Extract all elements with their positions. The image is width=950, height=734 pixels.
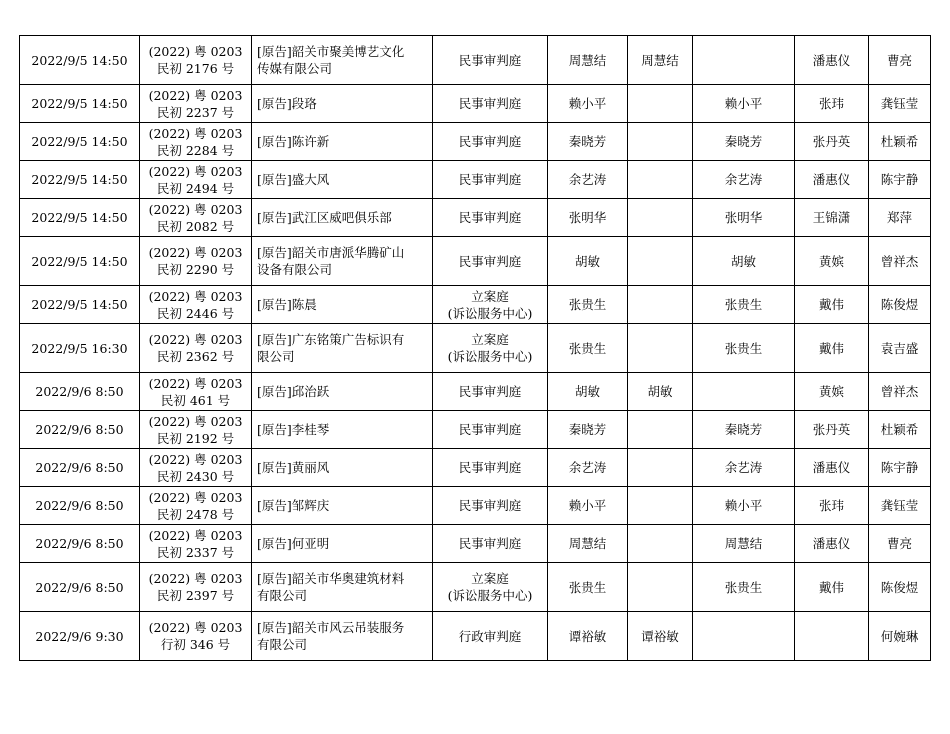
presiding-judge-cell-text: 张明华 [568, 210, 607, 225]
judge-cell-b [693, 411, 795, 449]
case-number-cell-line: (2022) 粤 0203 [148, 451, 243, 467]
party-cell [252, 123, 433, 161]
judge-cell-b-text: 余艺涛 [724, 460, 763, 475]
presiding-judge-cell [548, 525, 628, 563]
table-row [20, 487, 931, 525]
judge-cell-b [693, 487, 795, 525]
assistant-cell-text: 张丹英 [812, 422, 851, 437]
case-number-cell-line: (2022) 粤 0203 [148, 163, 243, 179]
assistant-cell [795, 525, 869, 563]
case-number-cell [140, 123, 252, 161]
case-number-cell-line: 民初 2290 号 [156, 262, 235, 277]
assistant-cell [795, 324, 869, 373]
hearing-time-cell [20, 525, 140, 563]
case-number-cell-line: 民初 2430 号 [156, 468, 235, 484]
tribunal-cell-line: 民事审判庭 [458, 253, 522, 269]
case-number-cell-line: 民初 2176 号 [156, 61, 235, 76]
hearing-time-cell [20, 36, 140, 85]
party-cell-line: 有限公司 [257, 637, 308, 652]
judge-cell-a [628, 373, 693, 411]
hearing-time-cell [20, 563, 140, 612]
judge-cell-a [628, 199, 693, 237]
case-number-cell-line: 民初 2397 号 [156, 588, 235, 603]
hearing-time-cell [20, 373, 140, 411]
tribunal-cell-line: 行政审判庭 [458, 628, 522, 644]
assistant-cell [795, 85, 869, 123]
hearing-time-cell-text: 2022/9/5 14:50 [31, 297, 128, 312]
case-number-cell [140, 85, 252, 123]
tribunal-cell [433, 449, 548, 487]
tribunal-cell-line: 民事审判庭 [458, 498, 522, 513]
hearing-time-cell-text: 2022/9/6 8:50 [35, 536, 124, 551]
judge-cell-b [693, 449, 795, 487]
hearing-time-cell-text: 2022/9/5 14:50 [31, 96, 128, 111]
judge-cell-b [693, 525, 795, 563]
presiding-judge-cell [548, 199, 628, 237]
tribunal-cell [433, 373, 548, 411]
case-number-cell-line: (2022) 粤 0203 [148, 489, 243, 505]
assistant-cell [795, 36, 869, 85]
hearing-time-cell [20, 487, 140, 525]
presiding-judge-cell [548, 612, 628, 661]
judge-cell-a [628, 324, 693, 373]
presiding-judge-cell-text: 张贵生 [568, 297, 607, 312]
judge-cell-b [693, 161, 795, 199]
presiding-judge-cell [548, 85, 628, 123]
party-cell-line: 有限公司 [257, 588, 308, 603]
clerk-cell-text: 陈宇静 [880, 172, 919, 187]
tribunal-cell [433, 411, 548, 449]
tribunal-cell-line: 民事审判庭 [458, 96, 522, 111]
hearing-time-cell [20, 237, 140, 286]
judge-cell-b [693, 85, 795, 123]
case-number-cell-line: (2022) 粤 0203 [148, 44, 243, 59]
case-number-cell-line: (2022) 粤 0203 [148, 288, 243, 304]
presiding-judge-cell [548, 449, 628, 487]
clerk-cell-text: 陈俊煜 [880, 297, 919, 312]
judge-cell-b [693, 373, 795, 411]
case-number-cell [140, 612, 252, 661]
party-cell [252, 237, 433, 286]
tribunal-cell [433, 612, 548, 661]
clerk-cell-text: 曹亮 [886, 52, 912, 68]
hearing-time-cell-text: 2022/9/6 8:50 [35, 460, 124, 475]
hearing-time-cell-text: 2022/9/6 8:50 [35, 422, 124, 437]
table-row [20, 612, 931, 661]
clerk-cell [869, 85, 931, 123]
judge-cell-b-text: 赖小平 [724, 96, 763, 111]
assistant-cell-text: 戴伟 [818, 579, 844, 595]
case-number-cell-line: (2022) 粤 0203 [148, 375, 243, 391]
case-number-cell [140, 286, 252, 324]
party-cell-line: [原告]盛大风 [257, 172, 330, 187]
case-number-cell [140, 487, 252, 525]
hearing-time-cell [20, 449, 140, 487]
party-cell-line: [原告]邹辉庆 [257, 498, 330, 513]
case-number-cell [140, 563, 252, 612]
hearing-time-cell [20, 411, 140, 449]
table-row [20, 36, 931, 85]
tribunal-cell-line: 民事审判庭 [458, 134, 522, 149]
presiding-judge-cell [548, 36, 628, 85]
tribunal-cell-line: (诉讼服务中心) [447, 305, 533, 321]
tribunal-cell [433, 85, 548, 123]
judge-cell-a [628, 612, 693, 661]
case-number-cell-line: (2022) 粤 0203 [148, 413, 243, 429]
party-cell-line: [原告]韶关市华奥建筑材料 [257, 571, 405, 586]
clerk-cell-text: 曾祥杰 [880, 384, 919, 399]
hearing-time-cell [20, 161, 140, 199]
hearing-time-cell [20, 199, 140, 237]
clerk-cell [869, 612, 931, 661]
table-row [20, 373, 931, 411]
presiding-judge-cell-text: 胡敏 [574, 253, 600, 269]
table-row [20, 199, 931, 237]
judge-cell-b [693, 563, 795, 612]
judge-cell-a [628, 449, 693, 487]
case-number-cell [140, 525, 252, 563]
case-number-cell [140, 373, 252, 411]
judge-cell-b-text: 周慧结 [724, 536, 763, 551]
tribunal-cell-line: 立案庭 [471, 332, 509, 347]
assistant-cell-text: 黄嫔 [818, 384, 844, 399]
clerk-cell-text: 龚钰莹 [880, 498, 919, 513]
tribunal-cell [433, 563, 548, 612]
assistant-cell [795, 449, 869, 487]
case-number-cell-line: (2022) 粤 0203 [148, 571, 243, 586]
tribunal-cell-line: 民事审判庭 [458, 460, 522, 475]
judge-cell-a-text: 周慧结 [641, 52, 679, 68]
presiding-judge-cell-text: 余艺涛 [568, 172, 607, 187]
case-number-cell [140, 237, 252, 286]
presiding-judge-cell-text: 秦晓芳 [568, 134, 607, 149]
presiding-judge-cell-text: 张贵生 [568, 340, 607, 356]
clerk-cell-text: 杜颖希 [880, 422, 919, 437]
party-cell-line: [原告]段珞 [257, 96, 317, 111]
clerk-cell [869, 449, 931, 487]
case-number-cell-line: 民初 2446 号 [156, 305, 235, 321]
table-row [20, 324, 931, 373]
case-number-cell-line: 民初 2337 号 [156, 544, 235, 560]
party-cell [252, 286, 433, 324]
tribunal-cell-line: 民事审判庭 [458, 384, 522, 399]
judge-cell-b-text: 余艺涛 [724, 172, 763, 187]
party-cell-line: [原告]陈晨 [257, 297, 317, 312]
clerk-cell-text: 龚钰莹 [880, 96, 919, 111]
party-cell-line: 传媒有限公司 [257, 61, 333, 76]
party-cell-line: [原告]武江区威吧俱乐部 [257, 210, 392, 225]
tribunal-cell-line: 民事审判庭 [458, 422, 522, 437]
tribunal-cell [433, 324, 548, 373]
hearing-time-cell-text: 2022/9/6 8:50 [35, 384, 124, 399]
hearing-time-cell-text: 2022/9/5 14:50 [31, 210, 128, 225]
case-number-cell-line: (2022) 粤 0203 [148, 332, 243, 347]
tribunal-cell-line: 民事审判庭 [458, 210, 522, 225]
table-row [20, 411, 931, 449]
table-row [20, 563, 931, 612]
clerk-cell [869, 525, 931, 563]
assistant-cell [795, 373, 869, 411]
case-number-cell-line: 民初 2494 号 [156, 180, 235, 196]
table-row [20, 85, 931, 123]
judge-cell-a [628, 286, 693, 324]
case-number-cell-line: (2022) 粤 0203 [148, 201, 243, 217]
assistant-cell-text: 戴伟 [818, 340, 844, 356]
tribunal-cell [433, 525, 548, 563]
judge-cell-a [628, 85, 693, 123]
judge-cell-b [693, 36, 795, 85]
hearing-time-cell-text: 2022/9/5 14:50 [31, 253, 128, 269]
party-cell [252, 373, 433, 411]
tribunal-cell-line: 民事审判庭 [458, 172, 522, 187]
presiding-judge-cell [548, 286, 628, 324]
party-cell-line: [原告]韶关市聚美博艺文化 [257, 44, 405, 59]
case-number-cell-line: 民初 2192 号 [156, 430, 235, 446]
presiding-judge-cell-text: 周慧结 [568, 52, 607, 68]
judge-cell-a-text: 谭裕敏 [641, 628, 679, 644]
assistant-cell-text: 潘惠仪 [812, 172, 851, 187]
party-cell [252, 525, 433, 563]
judge-cell-a [628, 487, 693, 525]
hearing-time-cell-text: 2022/9/5 16:30 [31, 340, 128, 356]
tribunal-cell [433, 199, 548, 237]
tribunal-cell-line: 立案庭 [471, 571, 509, 586]
party-cell-line: [原告]何亚明 [257, 536, 330, 551]
judge-cell-a [628, 161, 693, 199]
case-number-cell-line: (2022) 粤 0203 [148, 125, 243, 141]
judge-cell-b-text: 张贵生 [724, 340, 763, 356]
party-cell-line: 设备有限公司 [257, 262, 333, 277]
judge-cell-b [693, 123, 795, 161]
judge-cell-b-text: 张贵生 [724, 579, 763, 595]
assistant-cell [795, 286, 869, 324]
judge-cell-a-text: 胡敏 [647, 384, 673, 399]
table-row [20, 237, 931, 286]
party-cell-line: [原告]陈许新 [257, 134, 330, 149]
assistant-cell-text: 张玮 [818, 96, 844, 111]
assistant-cell [795, 612, 869, 661]
assistant-cell [795, 563, 869, 612]
assistant-cell [795, 161, 869, 199]
presiding-judge-cell-text: 张贵生 [568, 579, 607, 595]
clerk-cell-text: 袁吉盛 [880, 340, 919, 356]
clerk-cell [869, 324, 931, 373]
case-number-cell-line: 民初 2237 号 [156, 104, 235, 120]
party-cell-line: [原告]广东铭策广告标识有 [257, 332, 405, 347]
party-cell-line: 限公司 [257, 349, 295, 364]
party-cell [252, 199, 433, 237]
judge-cell-b [693, 286, 795, 324]
presiding-judge-cell-text: 赖小平 [568, 498, 607, 513]
assistant-cell-text: 潘惠仪 [812, 52, 851, 68]
case-number-cell-line: 民初 2362 号 [156, 349, 235, 364]
case-number-cell-line: 民初 2478 号 [156, 506, 235, 522]
tribunal-cell-line: (诉讼服务中心) [447, 349, 533, 364]
hearing-time-cell-text: 2022/9/5 14:50 [31, 134, 128, 149]
party-cell [252, 36, 433, 85]
party-cell [252, 411, 433, 449]
table-row [20, 449, 931, 487]
hearing-time-cell-text: 2022/9/6 9:30 [35, 628, 124, 644]
assistant-cell [795, 411, 869, 449]
assistant-cell [795, 487, 869, 525]
party-cell-line: [原告]邱治跃 [257, 384, 330, 399]
clerk-cell [869, 487, 931, 525]
judge-cell-b-text: 胡敏 [730, 253, 756, 269]
tribunal-cell-line: 民事审判庭 [458, 536, 522, 551]
judge-cell-b [693, 199, 795, 237]
case-number-cell [140, 36, 252, 85]
case-number-cell-line: (2022) 粤 0203 [148, 87, 243, 103]
judge-cell-b-text: 赖小平 [724, 498, 763, 513]
assistant-cell-text: 张丹英 [812, 134, 851, 149]
clerk-cell-text: 何婉琳 [880, 628, 919, 644]
clerk-cell [869, 36, 931, 85]
table-row [20, 286, 931, 324]
tribunal-cell [433, 286, 548, 324]
judge-cell-b-text: 秦晓芳 [724, 422, 763, 437]
judge-cell-b-text: 张明华 [724, 210, 763, 225]
presiding-judge-cell [548, 411, 628, 449]
hearing-time-cell [20, 612, 140, 661]
clerk-cell [869, 563, 931, 612]
party-cell [252, 487, 433, 525]
judge-cell-b-text: 张贵生 [724, 297, 763, 312]
table-row [20, 161, 931, 199]
party-cell-line: [原告]李桂琴 [257, 422, 330, 437]
hearing-time-cell [20, 123, 140, 161]
clerk-cell [869, 411, 931, 449]
judge-cell-b-text: 秦晓芳 [724, 134, 763, 149]
assistant-cell-text: 戴伟 [818, 297, 844, 312]
judge-cell-b [693, 612, 795, 661]
party-cell-line: [原告]黄丽风 [257, 460, 330, 475]
party-cell-line: [原告]韶关市风云吊装服务 [257, 620, 405, 635]
clerk-cell-text: 曹亮 [886, 536, 912, 551]
case-number-cell [140, 199, 252, 237]
judge-cell-a [628, 36, 693, 85]
presiding-judge-cell [548, 123, 628, 161]
tribunal-cell [433, 487, 548, 525]
party-cell [252, 612, 433, 661]
clerk-cell [869, 237, 931, 286]
hearing-time-cell-text: 2022/9/6 8:50 [35, 498, 124, 513]
clerk-cell-text: 陈俊煜 [880, 579, 919, 595]
party-cell [252, 161, 433, 199]
presiding-judge-cell-text: 胡敏 [574, 384, 600, 399]
case-number-cell [140, 411, 252, 449]
case-number-cell-line: 民初 461 号 [160, 392, 231, 408]
clerk-cell [869, 161, 931, 199]
case-number-cell [140, 449, 252, 487]
presiding-judge-cell-text: 赖小平 [568, 96, 607, 111]
hearing-time-cell [20, 324, 140, 373]
judge-cell-b [693, 324, 795, 373]
case-number-cell-line: (2022) 粤 0203 [148, 527, 243, 543]
presiding-judge-cell [548, 237, 628, 286]
case-number-cell-line: 民初 2284 号 [156, 142, 235, 158]
party-cell-line: [原告]韶关市唐派华腾矿山 [257, 245, 405, 260]
hearing-time-cell [20, 286, 140, 324]
hearing-schedule-table [19, 35, 931, 661]
tribunal-cell-line: (诉讼服务中心) [447, 588, 533, 603]
party-cell [252, 85, 433, 123]
assistant-cell [795, 199, 869, 237]
case-number-cell [140, 161, 252, 199]
case-number-cell-line: (2022) 粤 0203 [148, 245, 243, 260]
case-number-cell-line: (2022) 粤 0203 [148, 620, 243, 635]
tribunal-cell-line: 立案庭 [471, 288, 509, 304]
tribunal-cell-line: 民事审判庭 [458, 52, 522, 68]
clerk-cell [869, 199, 931, 237]
tribunal-cell [433, 161, 548, 199]
presiding-judge-cell [548, 373, 628, 411]
presiding-judge-cell-text: 谭裕敏 [568, 628, 607, 644]
clerk-cell-text: 陈宇静 [880, 460, 919, 475]
party-cell [252, 563, 433, 612]
table-row [20, 525, 931, 563]
presiding-judge-cell [548, 161, 628, 199]
hearing-time-cell [20, 85, 140, 123]
assistant-cell-text: 黄嫔 [818, 253, 844, 269]
judge-cell-a [628, 411, 693, 449]
judge-cell-a [628, 525, 693, 563]
assistant-cell-text: 王锦潇 [812, 210, 851, 225]
party-cell [252, 324, 433, 373]
case-number-cell-line: 民初 2082 号 [156, 218, 235, 234]
clerk-cell-text: 郑萍 [886, 210, 912, 225]
assistant-cell [795, 123, 869, 161]
hearing-time-cell-text: 2022/9/5 14:50 [31, 52, 128, 68]
hearing-time-cell-text: 2022/9/5 14:50 [31, 172, 128, 187]
tribunal-cell [433, 36, 548, 85]
clerk-cell [869, 286, 931, 324]
assistant-cell-text: 潘惠仪 [812, 460, 851, 475]
case-number-cell [140, 324, 252, 373]
party-cell [252, 449, 433, 487]
presiding-judge-cell-text: 余艺涛 [568, 460, 607, 475]
clerk-cell [869, 373, 931, 411]
clerk-cell-text: 杜颖希 [880, 134, 919, 149]
judge-cell-a [628, 563, 693, 612]
clerk-cell-text: 曾祥杰 [880, 253, 919, 269]
presiding-judge-cell [548, 487, 628, 525]
presiding-judge-cell-text: 周慧结 [568, 536, 607, 551]
assistant-cell-text: 潘惠仪 [812, 536, 851, 551]
clerk-cell [869, 123, 931, 161]
hearing-time-cell-text: 2022/9/6 8:50 [35, 579, 124, 595]
presiding-judge-cell-text: 秦晓芳 [568, 422, 607, 437]
tribunal-cell [433, 123, 548, 161]
assistant-cell [795, 237, 869, 286]
presiding-judge-cell [548, 563, 628, 612]
case-number-cell-line: 行初 346 号 [160, 637, 231, 652]
presiding-judge-cell [548, 324, 628, 373]
assistant-cell-text: 张玮 [818, 498, 844, 513]
judge-cell-b [693, 237, 795, 286]
table-row [20, 123, 931, 161]
judge-cell-a [628, 123, 693, 161]
judge-cell-a [628, 237, 693, 286]
tribunal-cell [433, 237, 548, 286]
